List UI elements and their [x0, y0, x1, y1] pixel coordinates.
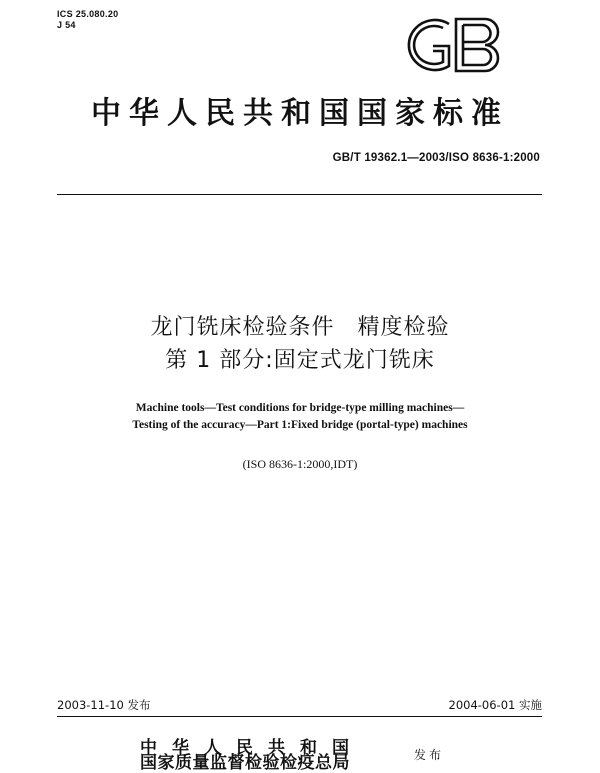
issued-label: 发布 — [414, 748, 445, 762]
implementation-date: 2004-06-01 实施 — [448, 698, 542, 712]
document-title-zh-line2: 第 1 部分:固定式龙门铣床 — [165, 348, 435, 373]
national-standard-title: 中华人民共和国国家标准 — [91, 96, 509, 131]
document-title-zh-line1: 龙门铣床检验条件 精度检验 — [150, 315, 450, 340]
classification-codes — [57, 9, 118, 31]
document-title-en-line2: Testing of the accuracy—Part 1:Fixed bridge (portal-type) machines — [132, 419, 468, 431]
bottom-divider — [57, 716, 542, 717]
issuer-country: 中华人民共和国 — [140, 738, 364, 758]
iso-reference: (ISO 8636-1:2000,IDT) — [242, 457, 358, 471]
standard-number: GB/T 19362.1—2003/ISO 8636-1:2000 — [332, 152, 540, 164]
document-title-en-line1: Machine tools—Test conditions for bridge-type milling machines— — [135, 402, 465, 414]
issue-date: 2003-11-10 发布 — [57, 698, 151, 712]
ics-code: ICS 25.080.20 — [57, 9, 119, 19]
top-divider — [57, 194, 542, 195]
gb-logo — [393, 14, 507, 76]
ccs-code: J 54 — [57, 20, 76, 30]
issuer-agency: 国家质量监督检验检疫总局 — [140, 753, 350, 773]
logo-text: GB — [393, 14, 395, 15]
